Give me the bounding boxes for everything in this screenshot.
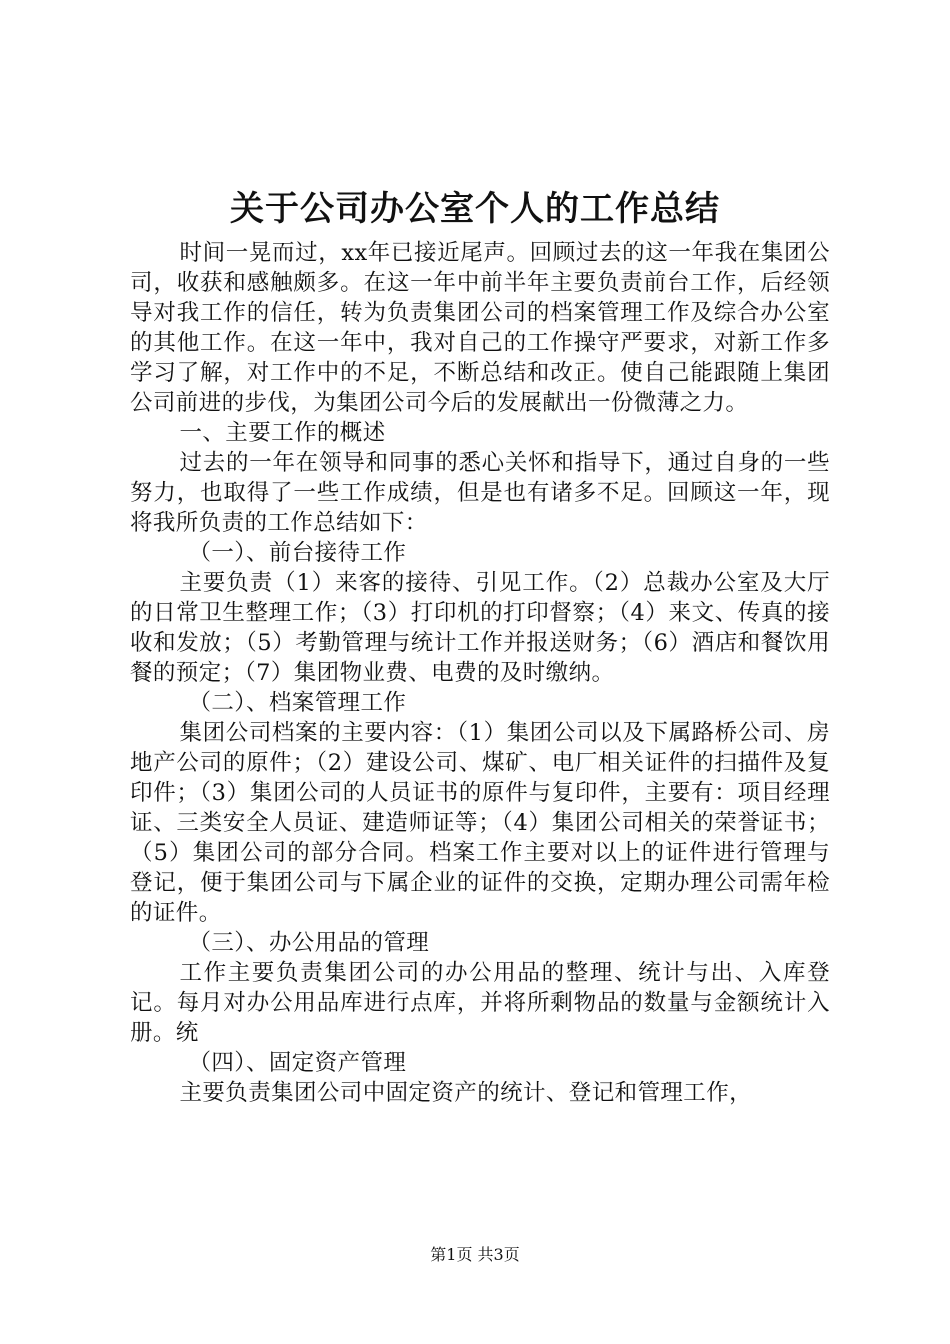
- paragraph-overview: 过去的一年在领导和同事的悉心关怀和指导下，通过自身的一些努力，也取得了一些工作成绩，但是也有诸多不足。回顾这一年，现将我所负责的工作总结如下：: [130, 450, 830, 536]
- paragraph-archives: 集团公司档案的主要内容：（1）集团公司以及下属路桥公司、房地产公司的原件；（2）建设公司、煤矿、电厂相关证件的扫描件及复印件；（3）集团公司的人员证书的原件与复印件，主要有：项目经理证、三类安全人员证、建造师证等；（4）集团公司相关的荣誉证书；（5）集团公司的部分合同。档案工作主要对以上的证件进行管理与登记，便于集团公司与下属企业的证件的交换，定期办理公司需年检的证件。: [130, 720, 830, 926]
- section-heading-overview: 一、主要工作的概述: [179, 420, 386, 446]
- document-title: 关于公司办公室个人的工作总结: [230, 189, 720, 229]
- subheading-reception: （一）、前台接待工作: [188, 540, 407, 566]
- paragraph-fixed-assets: 主要负责集团公司中固定资产的统计、登记和管理工作，: [179, 1080, 753, 1106]
- paragraph-office-supplies: 工作主要负责集团公司的办公用品的整理、统计与出、入库登记。每月对办公用品库进行点库，并将所剩物品的数量与金额统计入册。统: [130, 960, 830, 1046]
- document-body: [130, 238, 830, 1108]
- page-number-footer: 第1页 共3页: [430, 1245, 520, 1264]
- subheading-fixed-assets: （四）、固定资产管理: [188, 1050, 407, 1076]
- paragraph-intro: 时间一晃而过，xx年已接近尾声。回顾过去的这一年我在集团公司，收获和感触颇多。在这一年中前半年主要负责前台工作，后经领导对我工作的信任，转为负责集团公司的档案管理工作及综合办公室的其他工作。在这一年中，我对自己的工作操守严要求，对新工作多学习了解，对工作中的不足，不断总结和改正。使自己能跟随上集团公司前进的步伐，为集团公司今后的发展献出一份微薄之力。: [130, 240, 830, 416]
- paragraph-reception: 主要负责（1）来客的接待、引见工作。（2）总裁办公室及大厅的日常卫生整理工作；（3）打印机的打印督察；（4）来文、传真的接收和发放；（5）考勤管理与统计工作并报送财务；（6）酒店和餐饮用餐的预定；（7）集团物业费、电费的及时缴纳。: [130, 570, 830, 686]
- subheading-office-supplies: （三）、办公用品的管理: [188, 930, 430, 956]
- subheading-archives: （二）、档案管理工作: [188, 690, 407, 716]
